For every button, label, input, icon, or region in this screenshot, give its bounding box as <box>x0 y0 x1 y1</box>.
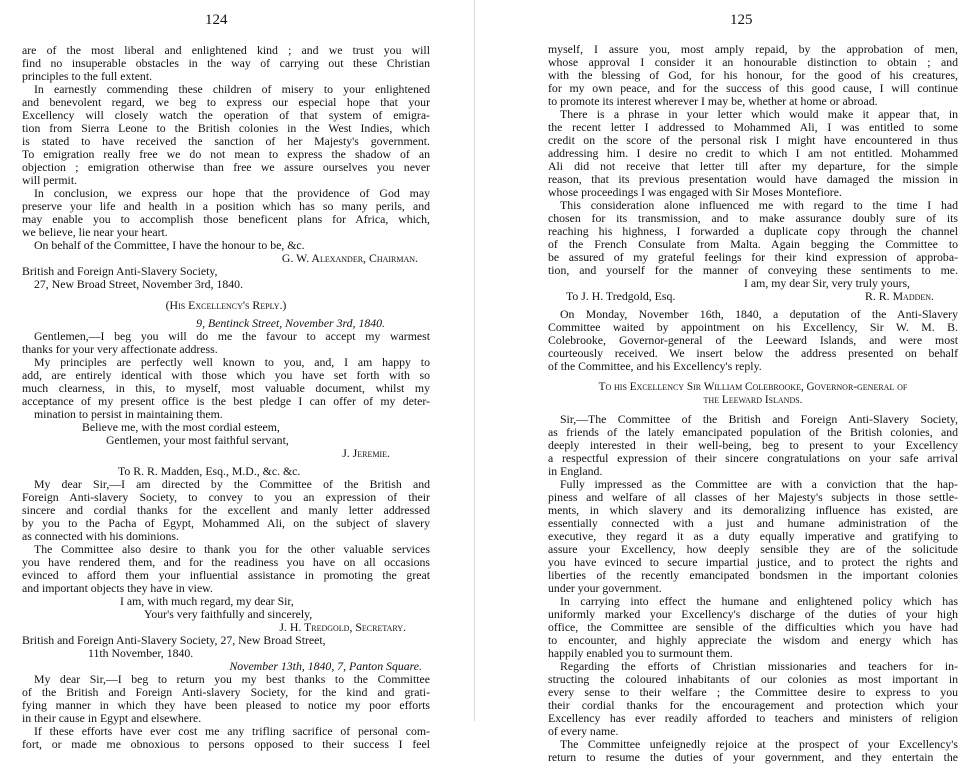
text-line: office, the Committee are sensible of the difficulties which you have had <box>548 620 958 634</box>
address-heading: To his Excellency Sir William Colebrooke, Governor-general of <box>598 381 908 393</box>
text-line: liberties of the recently emancipated bondsmen in the important colonies <box>548 568 958 582</box>
text-line: In conclusion, we express our hope that the providence of God may <box>34 186 430 200</box>
text-line: Colebrooke, Governor-general of the Leeward Islands, and were most <box>548 333 958 347</box>
letter-addressee: To R. R. Madden, Esq., M.D., &c. &c. <box>118 464 301 478</box>
text-line: reaching his highness, I forwarded a duplicate copy through the channel <box>548 224 958 238</box>
right-page <box>548 0 958 764</box>
text-line: fying manner in which they have been pleased to notice my poor efforts <box>22 698 430 712</box>
text-line: evinced to afford them your influential assistance in promoting the great <box>22 568 430 582</box>
text-line: is stated to have received the sanction of her Majesty's government. <box>22 134 430 148</box>
text-line: to promote its interest wherever I may be, whether at home or abroad. <box>548 94 878 108</box>
text-line: much clearness, in this, to myself, most valuable document, whilst my <box>22 381 430 395</box>
text-line: as connected with his dominions. <box>22 529 179 543</box>
signature: R. R. Madden. <box>865 289 934 303</box>
left-page <box>22 0 430 751</box>
text-line: ments, in which slavery and its demoralizing influence has existed, are <box>548 503 958 517</box>
text-line: objection ; emigration otherwise than free we assure ourselves you never <box>22 160 430 174</box>
text-line: I am, with much regard, my dear Sir, <box>120 594 294 608</box>
text-line: you have evinced to secure impartial justice, and to protect the rights and <box>548 555 958 569</box>
text-line: essentially connected with a just and humane administration of the <box>548 516 958 530</box>
right-page-text <box>548 43 958 764</box>
text-line: of every name. <box>548 724 619 738</box>
text-line: for my own peace, and for the success of this good cause, I will continue <box>548 81 958 95</box>
text-line: be assured of my grateful feelings for their kind expression of approba- <box>548 250 958 264</box>
page-number: 125 <box>730 12 753 28</box>
text-line: whose approval I consider it an honourable distinction to obtain ; and <box>548 55 958 69</box>
left-page-text <box>22 44 430 751</box>
text-line: Sir,—The Committee of the British and Foreign Anti-Slavery Society, <box>560 412 958 426</box>
text-line: Ali did not receive that letter till after my departure, for the simple <box>548 159 958 173</box>
text-line: Fully impressed as the Committee are with a conviction that the hap- <box>560 477 958 491</box>
text-line: 27, New Broad Street, November 3rd, 1840. <box>34 277 244 291</box>
text-line: their cordial thanks for the encouragement and protection which your <box>548 698 958 712</box>
dateline: 9, Bentinck Street, November 3rd, 1840. <box>196 316 385 330</box>
text-line: mination to persist in maintaining them. <box>34 407 223 421</box>
text-line: we believe, lie near your heart. <box>22 225 168 239</box>
text-line: preserve your life and health in a position which has so many perils, and <box>22 199 430 213</box>
text-line: structing the coloured inhabitants of our colonies as most important in <box>548 672 958 686</box>
text-line: courteously received. We insert below the address presented on behalf <box>548 346 958 360</box>
text-line: To emigration really free we do not mean to express the shadow of an <box>22 147 430 161</box>
text-line: will permit. <box>22 173 78 187</box>
text-line: piness and welfare of all classes of her Majesty's subjects in those settle- <box>548 490 958 504</box>
section-heading: (His Excellency's Reply.) <box>165 298 287 312</box>
text-line: in their cause in Egypt and elsewhere. <box>22 711 202 725</box>
page-gutter <box>474 0 475 721</box>
text-line: credit on the score of the personal risk I might have encountered in thus <box>548 133 958 147</box>
text-line: addressing him. I desire no credit to which I am not entitled. Mohammed <box>548 146 958 160</box>
signature: J. H. Tredgold, Secretary. <box>279 620 406 634</box>
signature: G. W. Alexander, Chairman. <box>281 251 418 265</box>
text-line: There is a phrase in your letter which would make it appear that, in <box>560 107 958 121</box>
text-line: deeply interested in their well-being, beg to present to your Excellency <box>548 438 958 452</box>
text-line: My dear Sir,—I am directed by the Committee of the British and <box>34 477 430 491</box>
text-line: and benevolent regard, we beg to express our especial hope that your <box>22 95 430 109</box>
letter-closing-line <box>548 290 958 303</box>
text-line: whose proceedings I was engaged with Sir Moses Montefiore. <box>548 185 842 199</box>
text-line: On behalf of the Committee, I have the honour to be, &c. <box>34 238 305 252</box>
text-line: In earnestly commending these children of misery to your enlightened <box>34 82 430 96</box>
text-line: the recent letter I addressed to Mohammed Ali, I was entitled to some <box>548 120 958 134</box>
text-line: principles to the full extent. <box>22 69 153 83</box>
text-line: Excellency will closely watch the operation of that system of emigra- <box>22 108 430 122</box>
page-number: 124 <box>205 12 228 28</box>
text-line: Regarding the efforts of Christian missionaries and teachers for in- <box>560 659 958 673</box>
text-line: Believe me, with the most cordial esteem, <box>82 420 280 434</box>
text-line: Your's very faithfully and sincerely, <box>144 607 313 621</box>
text-line: This consideration alone influenced me with regard to the time I had <box>560 198 958 212</box>
text-line: add, are entirely identical with those which you have set forth with so <box>22 368 430 382</box>
text-line: may enable you to accomplish those beneficent plans for Africa, which, <box>22 212 430 226</box>
closing: I am, my dear Sir, very truly yours, <box>744 276 910 290</box>
text-line: under your government. <box>548 581 662 595</box>
text-line: tion, and yourself for the manner of conveying these sentiments to me. <box>548 263 958 277</box>
text-line: a respectful expression of their sincere congratulations on your safe arrival <box>548 451 958 465</box>
text-line: are of the most liberal and enlightened kind ; and we trust you will <box>22 43 430 57</box>
text-line: assure your Excellency, how deeply sensible they are of the solicitude <box>548 542 958 556</box>
text-line: sincere and cordial thanks for the excellent and manly letter addressed <box>22 503 430 517</box>
text-line: chosen for its transmission, and to make assurance doubly sure of its <box>548 211 958 225</box>
text-line: Gentlemen, your most faithful servant, <box>106 433 289 447</box>
text-line: 11th November, 1840. <box>88 646 194 660</box>
text-line: of the British and Foreign Anti-slavery Society, for the kind and grati- <box>22 685 430 699</box>
text-line: with the blessing of God, for his honour, for the good of his creatures, <box>548 68 958 82</box>
dateline: November 13th, 1840, 7, Panton Square. <box>229 659 422 673</box>
text-line: On Monday, November 16th, 1840, a deputation of the Anti-Slavery <box>560 307 958 321</box>
text-line: to encounter, and highly appreciate the wisdom and energy which has <box>548 633 958 647</box>
text-line: of the Committee, and his Excellency's reply. <box>548 359 762 373</box>
text-line: Gentlemen,—I beg you will do me the favour to accept my warmest <box>34 329 430 343</box>
text-line: fort, or made me obnoxious to persons opposed to their success I feel <box>22 737 430 751</box>
text-line: If these efforts have ever cost me any trifling sacrifice of personal com- <box>34 724 430 738</box>
text-line: The Committee also desire to thank you for the other valuable services <box>34 542 430 556</box>
text-line: tion from Sierra Leone to the British colonies in the West Indies, which <box>22 121 430 135</box>
letter-recipient: To J. H. Tredgold, Esq. <box>566 289 676 303</box>
text-line: My principles are perfectly well known to you, and, I am happy to <box>34 355 430 369</box>
text-line: The Committee unfeignedly rejoice at the prospect of your Excellency's <box>560 737 958 751</box>
text-line: of the French Consulate from Malta. Again begging the Committee to <box>548 237 958 251</box>
text-line: My dear Sir,—I beg to return you my best thanks to the Committee <box>34 672 430 686</box>
text-line: as friends of the lately emancipated population of the British colonies, and <box>548 425 958 439</box>
text-line: by you to the Pacha of Egypt, Mohammed Ali, on the subject of slavery <box>22 516 430 530</box>
text-line: find no insuperable obstacles in the way of carrying out these Christian <box>22 56 430 70</box>
text-line: myself, I assure you, most amply repaid, by the approbation of men, <box>548 42 958 56</box>
text-line: acceptance of my present office is the best pledge I can offer of my deter- <box>22 394 430 408</box>
text-line: executive, they regard it as a duty equally imperative and gratifying to <box>548 529 958 543</box>
text-line: In carrying into effect the humane and enlightened policy which has <box>560 594 958 608</box>
text-line: Foreign Anti-slavery Society, to convey to you an expression of their <box>22 490 430 504</box>
text-line: uniformly marked your Excellency's discharge of the duties of your high <box>548 607 958 621</box>
text-line: return to resume the duties of your government, and they entertain the <box>548 750 958 764</box>
text-line: and important objects they have in view. <box>22 581 213 595</box>
text-line: in England. <box>548 464 603 478</box>
address-heading: the Leeward Islands. <box>703 394 803 406</box>
text-line: thanks for your very affectionate address. <box>22 342 218 356</box>
text-line: Excellency has ever readily afforded to teachers and ministers of religion <box>548 711 958 725</box>
text-line: happily enabled you to surmount them. <box>548 646 733 660</box>
text-line: you have rendered them, and for the readiness you have on all occasions <box>22 555 430 569</box>
text-line: reason, that its previous presentation would have damaged the mission in <box>548 172 958 186</box>
text-line: Committee waited by appointment on his Excellency, Sir W. M. B. <box>548 320 958 334</box>
text-line: every sense to their welfare ; the Committee desire to express to you <box>548 685 958 699</box>
text-line: British and Foreign Anti-Slavery Society, 27, New Broad Street, <box>22 633 326 647</box>
signature: J. Jeremie. <box>342 446 390 460</box>
text-line: British and Foreign Anti-Slavery Society, <box>22 264 218 278</box>
